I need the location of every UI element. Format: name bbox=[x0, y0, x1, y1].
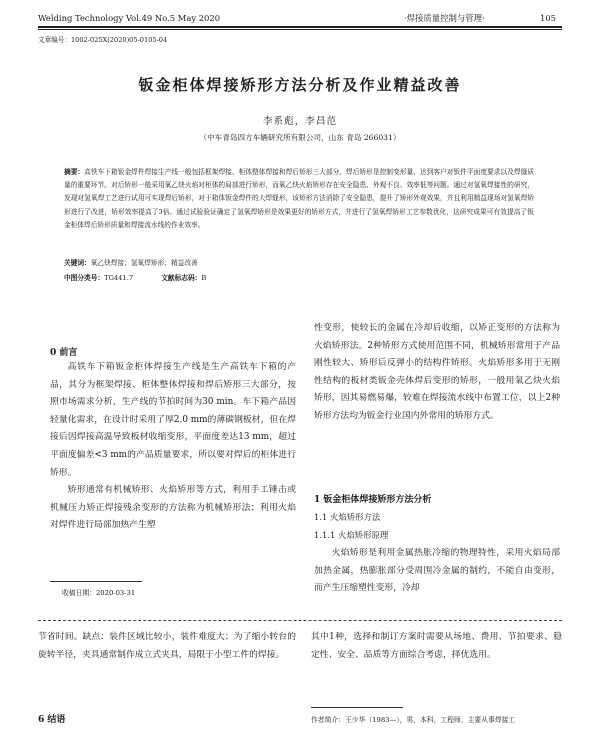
received-date: 收稿日期：2020-03-31 bbox=[62, 589, 136, 597]
abstract-text: 高铁车下箱钣金焊件焊接生产线一般包括框架焊接、柜体整体焊接和焊后矫形三大部分，焊后矫形是控制变形量、达到客户对钣件平面度要求以及焊缝质量的重要环节。对后矫形一般采用氧乙炔火焰对柜体的局部进行矫形，而氧乙炔火焰矫形存在安全隐患、外观不良、效率低等问题。通过对氢氧焊接性的研究，发现对氢氧焊工艺进行试用可实现焊后矫形，对于箱体钣金焊件的大焊缝形，该矫形方法消除了安全隐患，提升了矫形外观效果，并且利用精益现场对氢氧焊矫形进行了改进，矫形效率提高了3倍。通过试验验证确定了氢氧焊矫形是效果更好的矫形方式，并进行了氢氧焊矫形工艺参数优化，这研究成果可有效提高了钣金柜体焊后矫形质量和焊接流水线的作业效率。 bbox=[64, 168, 534, 229]
clc-label: 中图分类号： bbox=[64, 274, 105, 282]
section-heading-preface: 0 前言 bbox=[50, 348, 78, 358]
affiliation: （中车青岛四方车辆研究所有限公司，山东 青岛 266031） bbox=[199, 133, 401, 142]
subsection-1-1: 1.1 火焰矫形方法 bbox=[314, 512, 381, 522]
right-paragraph-2: 火焰矫形是利用金属热胀冷缩的物理特性，采用火焰局部加热金属，热膨胀部分受周围冷金属的制约，不能自由变形，而产生压缩塑性变形，冷却 bbox=[314, 548, 560, 594]
section-header: ·焊接质量控制与管理· bbox=[404, 13, 485, 23]
preface-paragraph-1: 高铁车下箱钣金柜体焊接生产线是生产高铁车下箱的产品，其分为框架焊接、柜体整体焊接和焊后矫形三大部分，按照市场需求分析，生产线的节拍时间为30 min。车下箱产品因轻量化需求，在设计时采用了厚2.0 mm的薄碳钢板材，但在焊接后因焊接高温导致板材收缩变形，平面度差达13 mm，超过平面度偏差<3 mm的产品质量要求，所以要对焊后的柜体进行矫形。 bbox=[50, 362, 296, 478]
bottom-right-body bbox=[311, 629, 562, 685]
keywords-label: 关键词： bbox=[64, 259, 91, 267]
journal-header: Welding Technology Vol.49 No.5 May 2020 bbox=[38, 13, 221, 23]
subsection-1-1-1: 1.1.1 火焰矫形原理 bbox=[314, 530, 389, 540]
keywords bbox=[64, 259, 198, 268]
classification bbox=[64, 274, 206, 283]
abstract bbox=[64, 166, 534, 254]
section-heading-1: 1 钣金柜体焊接矫形方法分析 bbox=[314, 495, 432, 505]
page-break-line bbox=[38, 620, 562, 621]
left-column-body bbox=[50, 359, 296, 557]
header-rule-thin bbox=[38, 29, 562, 30]
author-footnote-rule bbox=[311, 707, 403, 708]
doc-code: B bbox=[201, 274, 207, 282]
footnote-rule bbox=[50, 581, 142, 582]
article-title: 钣金柜体焊接矫形方法分析及作业精益改善 bbox=[138, 76, 462, 94]
preface-paragraph-2: 矫形通常有机械矫形、火焰矫形等方式，利用手工锤击或机械压力矫正焊接残余变形的方法称为机械矫形法；利用火焰对焊件进行局部加热产生塑 bbox=[50, 485, 296, 531]
right-paragraph-1: 性变形，使较长的金属在冷却后收缩，以矫正变形的方法称为火焰矫形法。2种矫形方式使用范围不同，机械矫形常用于产品刚性较大、矫形后反弹小的结构件矫形。火焰矫形多用于无刚性结构的板材类钣金壳体焊后变形的矫形，一般用氧乙炔火焰矫形，因其易燃易爆，较难在焊接流水线中布置工位，以上2种矫形方法均为钣金行业国内外常用的矫形方式。 bbox=[314, 323, 560, 421]
author-names: 李系彪，李昌范 bbox=[262, 116, 338, 127]
page-number: 105 bbox=[540, 13, 556, 23]
abstract-label: 摘要： bbox=[64, 168, 85, 176]
bottom-left-body bbox=[38, 629, 296, 685]
doc-code-label: 文献标志码： bbox=[161, 274, 202, 282]
clc-code: TG441.7 bbox=[104, 274, 134, 282]
right-column-body bbox=[314, 320, 560, 480]
section-heading-conclusion: 6 结语 bbox=[38, 715, 66, 725]
right-column-body-2 bbox=[314, 545, 560, 617]
keywords-text: 氧乙炔焊接；氢氧焊矫形；精益改善 bbox=[90, 259, 198, 267]
header-rule bbox=[38, 26, 562, 28]
bottom-left-paragraph: 节省时间。缺点：装件区域比较小，装件难度大；为了缩小转台的旋转半径，夹具通常制作成立式夹具，局限于小型工件的焊接。 bbox=[38, 632, 296, 660]
author-note: 作者简介：王少华（1983—），男，本科，工程师，主要从事焊接工 bbox=[311, 716, 516, 724]
article-number: 文章编号：1002-025X(2020)05-0105-04 bbox=[38, 36, 168, 44]
bottom-right-paragraph: 其中1种，选择和制订方案时需要从场地、费用、节拍要求、稳定性、安全、品质等方面综合考虑，择优选用。 bbox=[311, 632, 562, 660]
